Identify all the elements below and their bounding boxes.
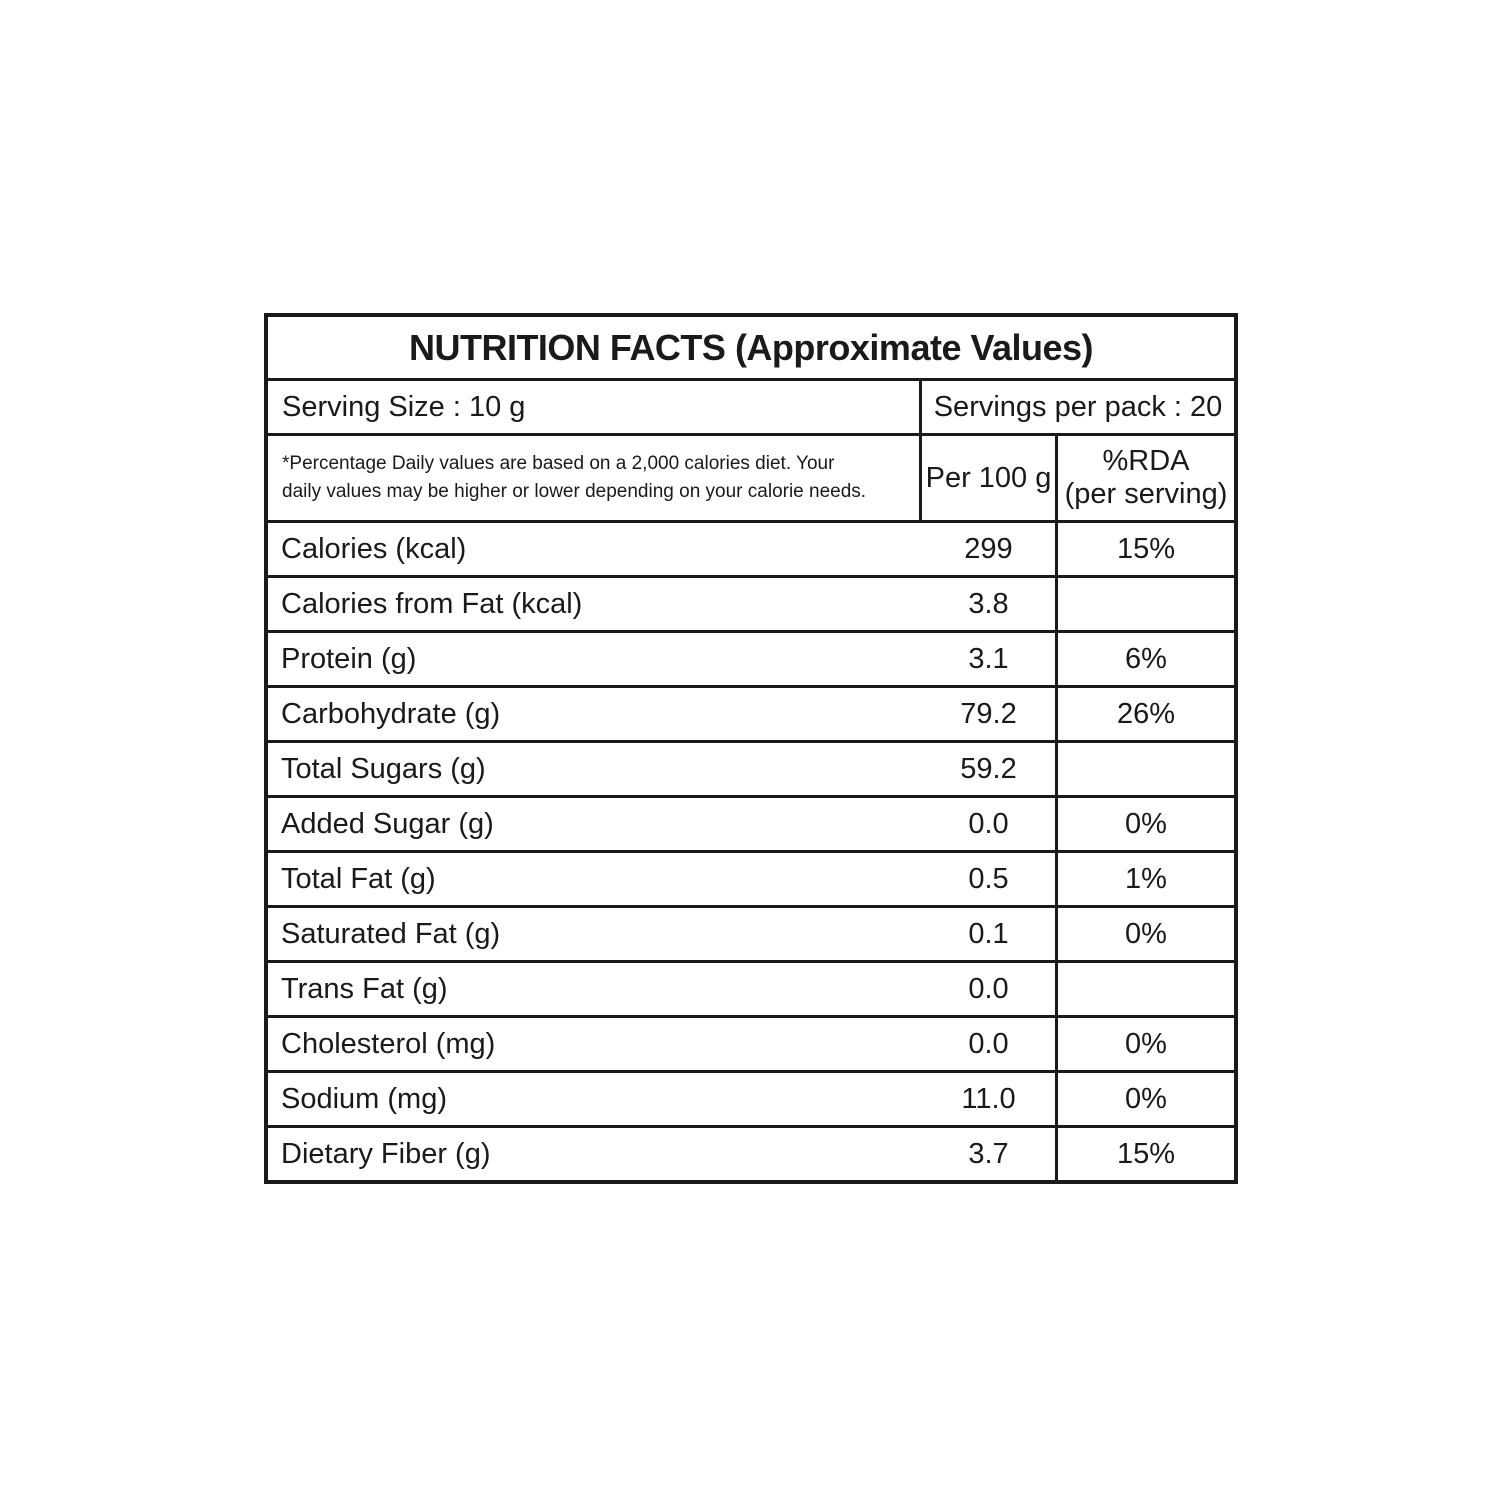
nutrition-facts-table	[264, 313, 1238, 1184]
servings-per-pack: Servings per pack : 20	[933, 390, 1223, 423]
nutrient-rda: 0%	[1125, 807, 1167, 840]
nutrient-rda: 15%	[1116, 532, 1176, 565]
rda-header-line2: (per serving)	[1064, 478, 1228, 510]
nutrient-rda	[1058, 578, 1234, 630]
table-row	[268, 1015, 1234, 1070]
nutrient-rda	[1058, 963, 1234, 1015]
nutrient-name: Added Sugar (g)	[281, 807, 494, 840]
nutrient-name: Calories from Fat (kcal)	[281, 587, 583, 620]
nutrient-per-100g: 0.0	[922, 1018, 1058, 1070]
nutrient-per-100g: 3.7	[922, 1128, 1058, 1180]
nutrient-per-100g: 0.5	[922, 853, 1058, 905]
rda-header	[1058, 436, 1234, 520]
nutrient-name: Dietary Fiber (g)	[281, 1137, 491, 1170]
nutrient-per-100g: 79.2	[922, 688, 1058, 740]
nutrient-per-100g: 59.2	[922, 743, 1058, 795]
nutrient-rda: 0%	[1125, 917, 1167, 950]
nutrient-per-100g: 0.0	[922, 963, 1058, 1015]
rda-header-line1: %RDA	[1102, 445, 1190, 477]
nutrient-rows	[268, 520, 1234, 1180]
nutrient-per-100g: 299	[922, 523, 1058, 575]
table-row	[268, 630, 1234, 685]
nutrient-name: Protein (g)	[281, 642, 417, 675]
nutrient-name: Trans Fat (g)	[281, 972, 448, 1005]
table-row	[268, 850, 1234, 905]
nutrient-rda: 1%	[1125, 862, 1167, 895]
table-row	[268, 520, 1234, 575]
nutrient-rda: 0%	[1125, 1027, 1167, 1060]
nutrient-rda: 0%	[1125, 1082, 1167, 1115]
daily-value-note-line1: *Percentage Daily values are based on a 2,000 calories diet. Your	[282, 453, 835, 474]
nutrient-per-100g: 11.0	[922, 1073, 1058, 1125]
per-100g-header: Per 100 g	[922, 436, 1058, 520]
column-header-row	[268, 433, 1234, 520]
nutrient-name: Sodium (mg)	[281, 1082, 447, 1115]
nutrient-rda	[1058, 743, 1234, 795]
daily-value-note	[268, 436, 922, 520]
daily-value-note-line2: daily values may be higher or lower depending on your calorie needs.	[282, 481, 867, 502]
nutrient-name: Cholesterol (mg)	[281, 1027, 496, 1060]
table-row	[268, 960, 1234, 1015]
table-row	[268, 740, 1234, 795]
serving-size: Serving Size : 10 g	[268, 381, 922, 433]
serving-row	[268, 378, 1234, 433]
nutrient-per-100g: 0.0	[922, 798, 1058, 850]
table-title: NUTRITION FACTS (Approximate Values)	[408, 326, 1094, 368]
table-row	[268, 575, 1234, 630]
nutrient-rda: 6%	[1125, 642, 1167, 675]
table-row	[268, 795, 1234, 850]
nutrient-per-100g: 0.1	[922, 908, 1058, 960]
nutrient-per-100g: 3.8	[922, 578, 1058, 630]
nutrient-name: Saturated Fat (g)	[281, 917, 501, 950]
nutrient-name: Calories (kcal)	[281, 532, 467, 565]
nutrient-name: Total Sugars (g)	[281, 752, 486, 785]
table-row	[268, 1070, 1234, 1125]
nutrient-per-100g: 3.1	[922, 633, 1058, 685]
nutrient-rda: 15%	[1116, 1137, 1176, 1170]
title-row	[268, 317, 1234, 378]
nutrient-name: Carbohydrate (g)	[281, 697, 501, 730]
table-row	[268, 1125, 1234, 1180]
table-row	[268, 685, 1234, 740]
nutrient-name: Total Fat (g)	[281, 862, 436, 895]
nutrient-rda: 26%	[1116, 697, 1176, 730]
table-row	[268, 905, 1234, 960]
